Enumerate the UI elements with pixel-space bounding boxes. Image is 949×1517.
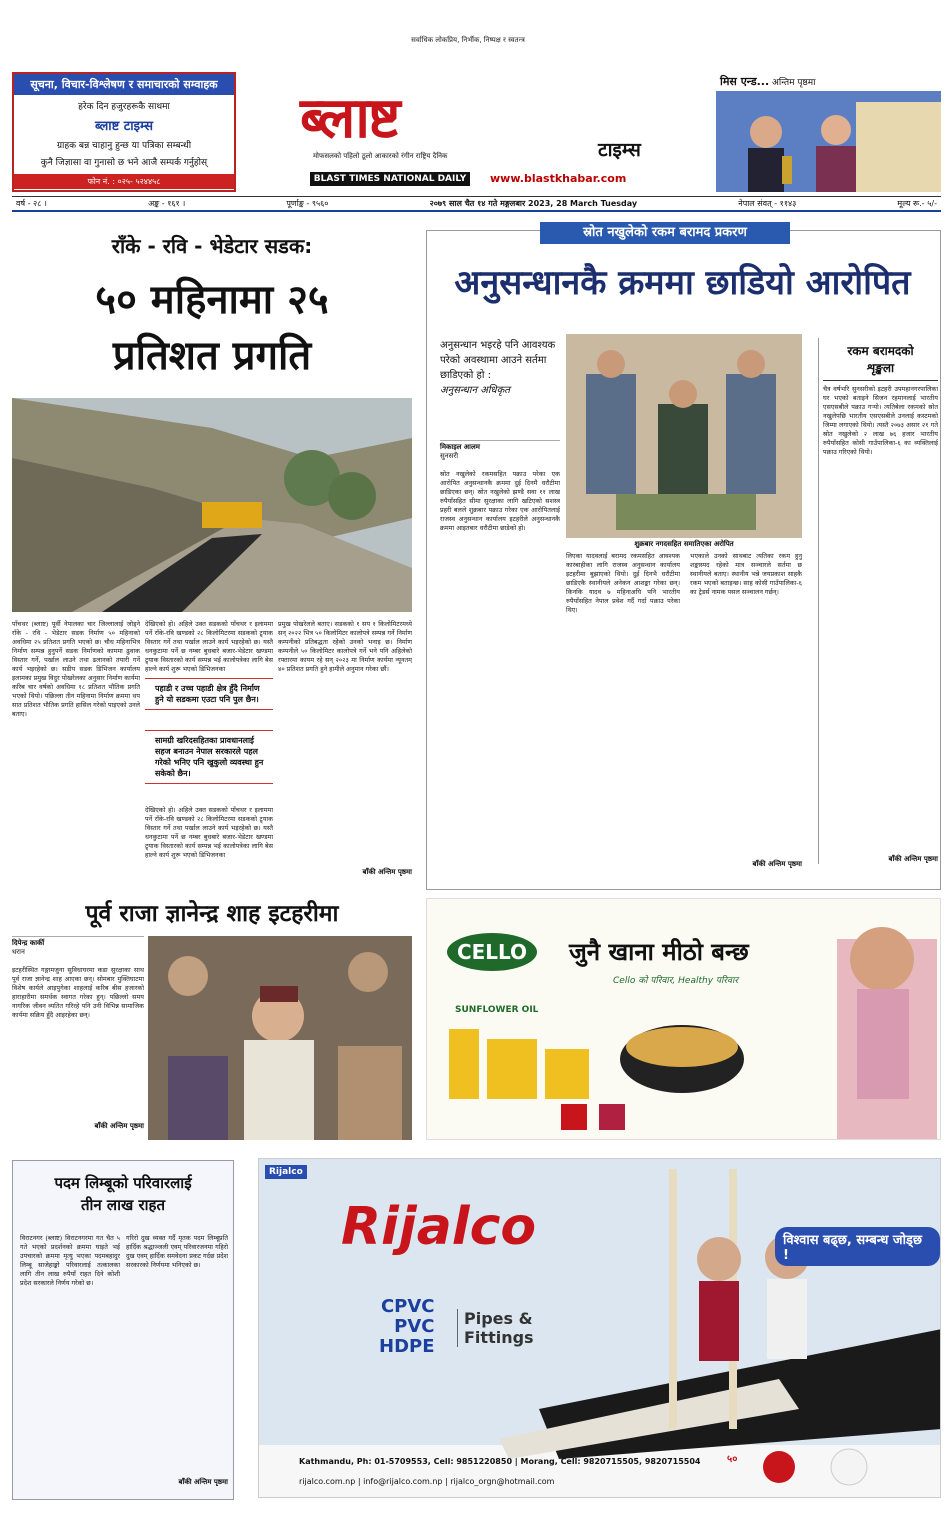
logo-sub: टाइम्स xyxy=(598,139,641,161)
story2-intro-source: अनुसन्धान अधिकृत xyxy=(440,385,510,396)
byline-place: धरान xyxy=(12,948,25,956)
story2-kicker: स्रोत नखुलेको रकम बरामद प्रकरण xyxy=(540,222,790,244)
promo-line: कुनै जिज्ञासा वा गुनासो छ भने आजै सम्पर्क गर्नुहोस् xyxy=(40,158,208,168)
rijalco-slogan xyxy=(775,1227,940,1266)
subscription-promo xyxy=(12,72,236,192)
promo-line: हरेक दिन हजुरहरूकै साथमा xyxy=(78,102,170,112)
sidebar-continued[interactable]: बाँकी अन्तिम पृष्ठमा xyxy=(888,855,938,863)
story4-continued[interactable]: बाँकी अन्तिम पृष्ठमा xyxy=(178,1478,228,1486)
photo-caption: शुक्रबार नगदसहित समातिएका अरोपित xyxy=(634,540,734,548)
story1-continued[interactable]: बाँकी अन्तिम पृष्ठमा xyxy=(362,868,412,876)
slogan-part: विश्वास बढ्छ, xyxy=(783,1233,852,1248)
rijalco-web: rijalco.com.np | info@rijalco.com.np | rijalco_orgn@hotmail.com xyxy=(299,1477,555,1486)
rijalco-badge: Rijalco xyxy=(265,1165,307,1179)
story1-column: देखिएको हो। अहिले उक्त सडकको पाँचथर र इलाममा पर्ने राँके-रवि खण्डको २८ किलोमिटरमा सडकको ट्र्याक विस्तार गर्ने तथा पर्खाल लाउने कार्य भइरहेको छ। यस्तै धनकुटामा पर्ने छ नम्बर बुधबारे बजार-भेडेटार खण्डमा ट्र्याक विस्तारको कार्य सम्पन्न भई कालोपत्रेका लागि बेस हाल्ने कार्य शुरू भएको डिभिजनका xyxy=(145,806,273,859)
sidebar-text: चैत्र वर्षभरि सुनसरीको इटहरी उपमहानगरपालिका घर भएको बताइने सिजन रहमानलाई भारतीय एसएसबीले पक्राउ गऱ्यो। त्यतिबेला रकमको स्रोत नखुलेपछि भारतीय एसएसबीले उनलाई कस्टमको जिम्मा लगाएको थियो। त्यस्तै २०७३ असार २१ गते स्रोत नखुलेको २ लाख ७६ हजार भारतीय रुपैयाँसहित कोसी गाउँपालिका-६ का व्यक्तिलाई पक्राउ गरिएको थियो। xyxy=(823,385,938,456)
rijalco-products: CPVC PVC HDPE xyxy=(379,1296,435,1357)
story2-column: भएकाले उनको साथबाट त्यतिका रकम हुनु शङ्कास्पद रहेको मात्र सञ्चारले सर्तमा छ स्थानीयले बताए। स्थानीय भन्ने जयप्रकाश साहकै रकम भएको बताइन्छ। साह कोसी गाउँपालिका-६ का ट्रेडर्स नामक पसल सञ्चालन गर्छन्। xyxy=(690,552,802,596)
rijalco-email[interactable]: info@rijalco.com.np xyxy=(363,1477,443,1486)
story1-headline[interactable] xyxy=(12,272,412,384)
story3-byline xyxy=(12,936,144,957)
rijalco-advertisement[interactable] xyxy=(258,1158,941,1498)
story3-headline[interactable]: पूर्व राजा ज्ञानेन्द्र शाह इटहरीमा xyxy=(85,901,339,927)
teaser-label xyxy=(716,72,941,91)
masthead xyxy=(0,0,949,196)
story4-headline-line: तीन लाख राहत xyxy=(80,1196,166,1214)
cello-headline: जुनै खाना मीठो बन्छ xyxy=(569,938,749,966)
story2-column: स्रोत नखुलेको रकमसहित पक्राउ परेका एक आरोपित अनुसन्धानकै क्रममा दुई दिनमै धरौटीमा छाडिएका छन्। स्रोत नखुलेको झण्डै सवा ११ लाख रुपैयाँसहित सीमा सुरक्षाका लागि खटिएको सशस्त्र प्रहरी बलले शुक्रबार पक्राउ गरेका एक आरोपितलाई राजस्व अनुसन्धान कार्यालय इटहरीले अनुसन्धानकै क्रममा आइतबार धरौटीमा छाडेको हो। xyxy=(440,470,560,532)
story4-column: विराटनगर (ब्लाष्ट) विराटनगरमा गत चैत ५ गते भएको प्रदर्शनको क्रममा घाइते भई उपचारको क्रममा मृत्यु भएका पदमबहादुर लिम्बू साजेहाङ्को परिवारलाई तत्कालका लागि तीन लाख रुपैयाँ राहत दिने कोशी प्रदेश सरकारले निर्णय गरेको छ। xyxy=(20,1234,120,1287)
folio-date: २०७९ साल चैत १४ गते मङ्गलबार 2023, 28 March Tuesday xyxy=(429,199,638,208)
rijalco-years: ५० xyxy=(727,1454,738,1465)
promo-line: ग्राहक बन्न चाहानु हुन्छ या पत्रिका सम्बन्धी xyxy=(56,141,192,151)
rijalco-contact: Kathmandu, Ph: 01-5709553, Cell: 9851220850 | Morang, Cell: 9820715505, 9820715504 xyxy=(299,1457,701,1466)
promo-phone: फोन नं. : ०२५- ५२४४५८ xyxy=(14,174,234,189)
road-construction-photo xyxy=(12,398,412,612)
cello-advertisement[interactable] xyxy=(426,898,941,1140)
website-link[interactable]: www.blastkhabar.com xyxy=(490,172,627,185)
story1-column: प्रमुख पोखरेलले बताए। सडकको १ सय १ किलोमिटरमध्ये सन् २०२२ भित्र ५० किलोमिटर कालोपत्रे सम्पन्न गर्ने निर्माण कम्पनीको प्रतिबद्धता रहेको उनको भनाइ छ। निर्माण कम्पनीले ५० किलोमिटर कालोपत्रे गर्ने भने पनि अहिलेको रफ्तारमा कायम रहे सन् २०२३ मा निर्माण कार्यमा न्यूनतम् ४० प्रतिशत प्रगति हुने हामीले अनुमान गरेका छौं। xyxy=(278,620,412,673)
story3-column: इटहरीस्थित गङ्गामजुना सुविधाघरमा कडा सुरक्षाका साथ पूर्व राजा ज्ञानेन्द्र शाह आएका छन्। सोमबार मुक्तिघाटमा विशेष कार्यले आइपुगेका शाहलाई करिब बीस हजारको हाराहारीमा समर्थक स्वागत गरेका हुन्। पछिल्लो समय नागरिक जीवन व्यतित गरिरहे पनि उनी विभिन्न सामाजिक कार्यमा सक्रिय हुँदै आइरहेका छन्। xyxy=(12,966,144,1019)
byline-name: मिकाइल आलम xyxy=(440,443,480,451)
cello-tagline: Cello को परिवार, Healthy परिवार xyxy=(613,976,739,986)
folio-price: मूल्य रू.- ५/- xyxy=(897,199,937,208)
story1-column: पाँचथर (ब्लाष्ट) पूर्वी नेपालका चार जिल्लालाई जोड्ने राँके - रवि - भेडेटार सडक निर्माण ५० महिनाको अवधिमा २५ प्रतिशत प्रगति भएको छ। चौध महिनाभित्र निर्माण सम्पन्न हुनुपर्ने सडक निर्माणको काममा ढुवाक विस्तार गर्ने, पर्खाल लाउने तथा ढलानको तयारी गर्ने कार्य भइरहेको छ। सडीय सडक डिभिजन कार्यालय इलामका प्रमुख विदुर पोखरेलका अनुसार निर्माण कार्यमा करिब चार वर्षको अवधिमा १८ प्रतिशत भौतिक प्रगति भएको थियो। पछिल्ला तीन महिनामा निर्माण क्रममा थप सात प्रतिशत भौतिक प्रगति हासिल गरेको पाइएको उनले बताए। xyxy=(12,620,140,718)
story3-continued[interactable]: बाँकी अन्तिम पृष्ठमा xyxy=(94,1122,144,1130)
promo-name: ब्लाष्ट टाइम्स xyxy=(94,119,154,134)
story4-headline-line: पदम लिम्बूको परिवारलाई xyxy=(54,1174,192,1192)
slogan-part: सम्बन्ध जोड्छ ! xyxy=(783,1233,922,1263)
story4-column: गरिरो दुख व्यक्त गर्दै मृतक पदम लिम्बूप्रति हार्दिक श्रद्धाञ्जली एवम् परिवारजनमा गहिरो दुख एवम् हार्दिक समवेदना प्रकट गर्दछ प्रदेश सरकारको निर्णयमा भनिएको छ। xyxy=(126,1234,228,1269)
story1-headline-line: प्रतिशत प्रगति xyxy=(112,332,312,379)
rijalco-brand: Rijalco xyxy=(341,1197,537,1257)
cello-product: SUNFLOWER OIL xyxy=(455,1005,539,1015)
miss-contest-teaser[interactable] xyxy=(716,72,941,192)
folio-year: वर्ष - २८ । xyxy=(16,199,47,208)
folio-issue: अङ्क - १६१ । xyxy=(148,199,186,208)
masthead-tagline: सर्वाधिक लोकप्रिय, निर्भीक, निष्पक्ष र स्वतन्त्र xyxy=(411,36,525,44)
promo-title: सूचना, विचार-विश्लेषण र समाचारको सम्वाहक xyxy=(14,74,234,95)
logo-tagline: मोफसलको पहिलो ठूलो आकारको रंगीन राष्ट्रिय दैनिक xyxy=(313,152,448,160)
story1-pullquote: पहाडी र उच्च पहाडी क्षेत्र हुँदै निर्माण हुने यो सडकमा एउटा पनि पुल छैन। xyxy=(145,678,273,710)
story1-pullquote: सामग्री खरिदसहितका प्रावधानलाई सहज बनाउन नेपाल सरकारले पहल गरेको भनिए पनि खुकुलो व्यवस्था हुन सकेको छैन। xyxy=(145,730,273,784)
sidebar-title-line: रकम बरामदको xyxy=(847,344,914,358)
rijalco-email2[interactable]: rijalco_orgn@hotmail.com xyxy=(450,1477,555,1486)
teaser-continued: अन्तिम पृष्ठमा xyxy=(772,78,816,88)
national-daily-strip: BLAST TIMES NATIONAL DAILY xyxy=(310,172,470,186)
byline-name: दिपेन्द्र कार्की xyxy=(12,939,45,947)
story2-column: लिएका यादवलाई बरामद रकमसहित आवश्यक कारबाहीका लागि राजस्व अनुसन्धान कार्यालय इटहरीमा बुझाएको थियो। दुई दिनभै धरौटीमा छाडिएकै स्थानीयले अनेकन आशङ्का गरेका छन्। किनकि यादव ७ महिनाअघि पनि भारतीय रुपैयाँसहित नेपाल प्रवेश गर्दै गर्दा पक्राउ परेका थिए। xyxy=(566,552,680,614)
story2-intro-text: अनुसन्धान भइरहे पनि आवश्यक परेको अवस्थामा आउने सर्तमा छाडिएको हो : xyxy=(440,340,556,381)
cello-logo: CELLO xyxy=(447,933,537,971)
logo-word: ब्लाष्ट xyxy=(300,85,399,151)
contact-line: Morang, Cell: 9820715505, 9820715504 xyxy=(520,1457,701,1466)
story4-headline[interactable] xyxy=(12,1172,234,1216)
sidebar-title-line: शृङ्खला xyxy=(866,361,895,375)
folio-line xyxy=(12,196,941,212)
story2-headline[interactable]: अनुसन्धानकै क्रममा छाडियो आरोपित xyxy=(454,263,911,303)
folio-serial: पूर्णाङ्क - ९५६० xyxy=(286,199,329,208)
teaser-title: मिस एन्ड... xyxy=(720,75,770,88)
arrest-photo xyxy=(566,334,802,538)
story2-intro xyxy=(440,338,560,398)
folio-nepal-sambat: नेपाल संवत् - ११४३ xyxy=(738,199,797,208)
story2-continued[interactable]: बाँकी अन्तिम पृष्ठमा xyxy=(752,860,802,868)
byline-place: सुनसरी xyxy=(440,452,459,460)
sidebar-title xyxy=(823,338,938,381)
story1-headline-line: ५० महिनामा २५ xyxy=(95,276,329,323)
rijalco-website[interactable]: rijalco.com.np xyxy=(299,1477,356,1486)
contact-line: Kathmandu, Ph: 01-5709553, Cell: 9851220850 xyxy=(299,1457,513,1466)
former-king-photo xyxy=(148,936,412,1140)
story2-sidebar xyxy=(818,338,938,864)
newspaper-logo[interactable] xyxy=(258,44,708,161)
story1-kicker: राँके - रवि - भेडेटार सडक: xyxy=(111,234,313,258)
story2-byline xyxy=(440,440,560,461)
rijalco-pipes: Pipes & Fittings xyxy=(457,1309,537,1347)
story1-column: देखिएको हो। अहिले उक्त सडकको पाँचथर र इलाममा पर्ने राँके-रवि खण्डको २८ किलोमिटरमा सडकको ट्र्याक विस्तार गर्ने तथा पर्खाल लाउने कार्य भइरहेको छ। यस्तै धनकुटामा पर्ने छ नम्बर बुधबारे बजार-भेडेटार खण्डमा ट्र्याक विस्तारको कार्य सम्पन्न भई कालोपत्रेका लागि बेस हाल्ने कार्य शुरू भएको डिभिजनका xyxy=(145,620,273,673)
